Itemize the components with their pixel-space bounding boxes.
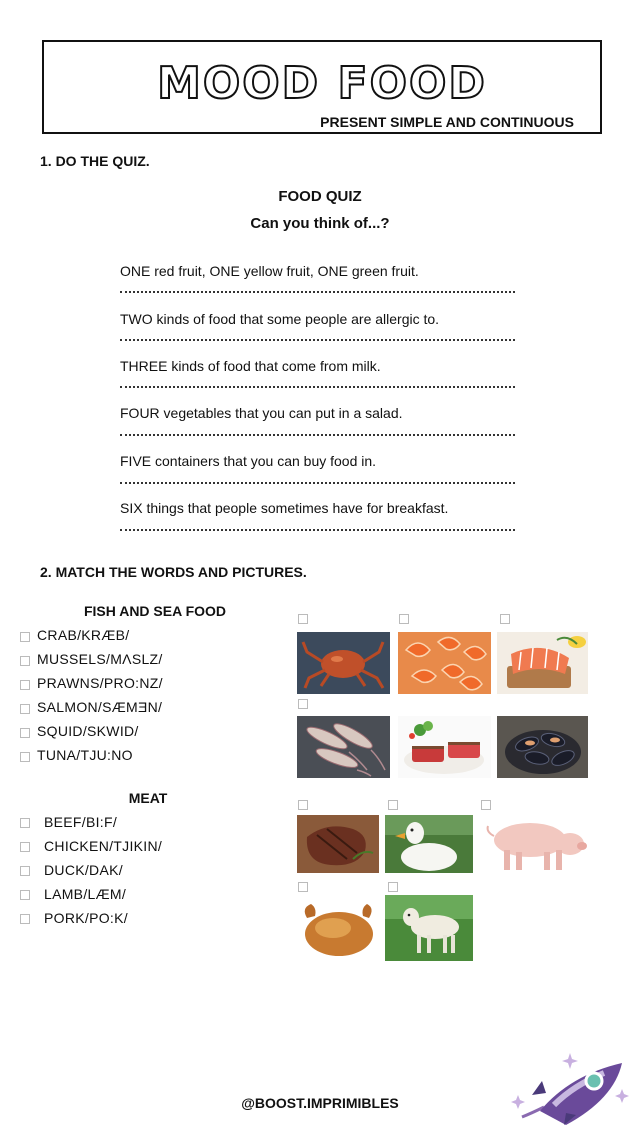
pig-icon	[478, 812, 590, 874]
fish-word: MUSSELS/MɅSLZ/	[37, 651, 163, 667]
meat-category-title: MEAT	[128, 790, 168, 806]
fish-word: CRAB/KRÆB/	[37, 627, 130, 643]
quiz-question: THREE kinds of food that come from milk.	[120, 358, 381, 374]
word-checkbox[interactable]	[20, 632, 30, 642]
tuna-icon	[398, 716, 491, 778]
word-checkbox[interactable]	[20, 680, 30, 690]
answer-line[interactable]	[120, 434, 515, 436]
meat-word: BEEF/BI:F/	[44, 814, 118, 830]
section2-heading: 2. MATCH THE WORDS AND PICTURES.	[40, 564, 307, 580]
word-checkbox[interactable]	[20, 818, 30, 828]
word-checkbox[interactable]	[20, 866, 30, 876]
meat-word: LAMB/LÆM/	[44, 886, 127, 902]
picture-checkbox[interactable]	[388, 800, 398, 810]
page-title: MOOD FOOD	[157, 58, 487, 109]
picture-checkbox[interactable]	[399, 614, 409, 624]
picture-checkbox[interactable]	[298, 699, 308, 709]
word-checkbox[interactable]	[20, 728, 30, 738]
fish-word: TUNA/TJU:NO	[37, 747, 133, 763]
word-checkbox[interactable]	[20, 842, 30, 852]
meat-word: CHICKEN/TJIKIN/	[44, 838, 163, 854]
picture-checkbox[interactable]	[298, 882, 308, 892]
fish-word: SALMON/SÆMƎN/	[37, 699, 163, 715]
meat-word: PORK/PO:K/	[44, 910, 128, 926]
fish-category-title: FISH AND SEA FOOD	[83, 603, 227, 619]
quiz-question: FIVE containers that you can buy food in.	[120, 453, 377, 469]
section1-heading: 1. DO THE QUIZ.	[40, 153, 150, 169]
mussels-icon	[497, 716, 588, 778]
picture-checkbox[interactable]	[298, 800, 308, 810]
chicken-icon	[297, 898, 379, 962]
fish-word: SQUID/SKWID/	[37, 723, 139, 739]
answer-line[interactable]	[120, 291, 515, 293]
salmon-icon	[497, 632, 588, 694]
footer-handle: @BOOST.IMPRIMIBLES	[241, 1095, 399, 1111]
answer-line[interactable]	[120, 529, 515, 531]
picture-checkbox[interactable]	[388, 882, 398, 892]
word-checkbox[interactable]	[20, 752, 30, 762]
page-subtitle: PRESENT SIMPLE AND CONTINUOUS	[320, 114, 574, 130]
rocket-icon	[510, 1045, 635, 1125]
quiz-question: ONE red fruit, ONE yellow fruit, ONE green fruit.	[120, 263, 419, 279]
word-checkbox[interactable]	[20, 704, 30, 714]
word-checkbox[interactable]	[20, 890, 30, 900]
duck-icon	[385, 815, 473, 873]
picture-checkbox[interactable]	[298, 614, 308, 624]
prawns-icon	[398, 632, 491, 694]
beef-icon	[297, 815, 379, 873]
picture-checkbox[interactable]	[481, 800, 491, 810]
lamb-icon	[385, 895, 473, 961]
picture-checkbox[interactable]	[500, 614, 510, 624]
quiz-question: TWO kinds of food that some people are allergic to.	[120, 311, 440, 327]
word-checkbox[interactable]	[20, 914, 30, 924]
quiz-question: SIX things that people sometimes have for breakfast.	[120, 500, 449, 516]
meat-word: DUCK/DAK/	[44, 862, 123, 878]
quiz-subtitle: Can you think of...?	[250, 215, 390, 232]
word-checkbox[interactable]	[20, 656, 30, 666]
answer-line[interactable]	[120, 386, 515, 388]
answer-line[interactable]	[120, 339, 515, 341]
fish-word: PRAWNS/PRO:NZ/	[37, 675, 163, 691]
quiz-question: FOUR vegetables that you can put in a salad.	[120, 405, 403, 421]
answer-line[interactable]	[120, 482, 515, 484]
crab-icon	[297, 632, 390, 694]
title-box	[42, 40, 602, 134]
quiz-title: FOOD QUIZ	[278, 188, 362, 205]
squid-icon	[297, 716, 390, 778]
